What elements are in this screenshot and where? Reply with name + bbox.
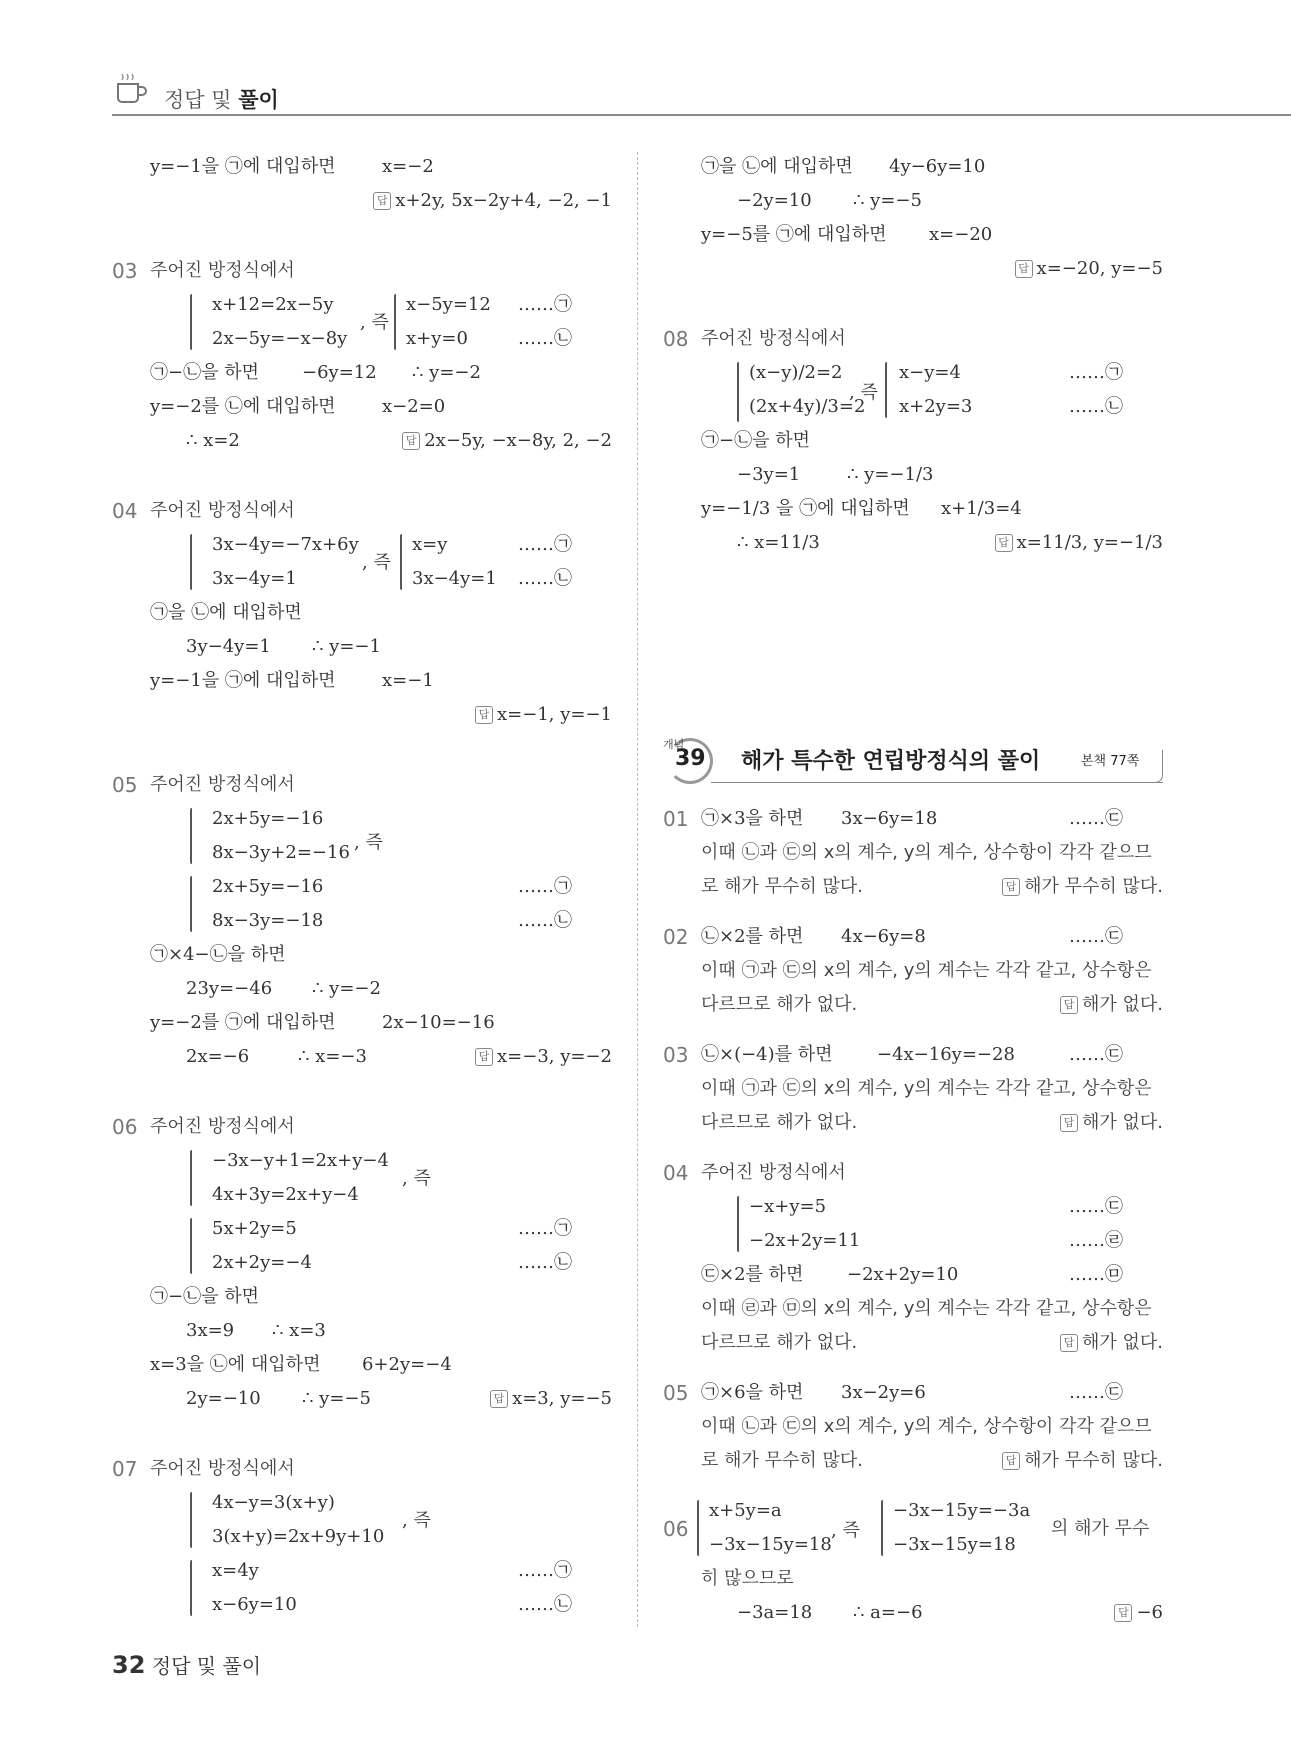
answer-mark-icon: 답 [1002, 1452, 1020, 1470]
equation-label: ……㉢ [1069, 926, 1123, 947]
equation-label: ……㉣ [1069, 1230, 1123, 1251]
equation: 3y−4y=1 [186, 636, 271, 657]
concept-number: 39 [675, 746, 706, 771]
text-line: ㉠×6을 하면 [701, 1382, 804, 1403]
concept-label: 개념 [663, 738, 685, 751]
problem-number: 06 [663, 1517, 689, 1541]
equation: x+5y=a [709, 1500, 782, 1521]
problem-number: 07 [112, 1457, 138, 1481]
answer: 답 해가 없다. [1060, 1326, 1163, 1360]
equation: x+y=0 [406, 328, 468, 349]
equation: x=−20 [929, 224, 993, 245]
equation: −3x−15y=18 [893, 1534, 1016, 1555]
text-line: y=−5를 ㉠에 대입하면 [701, 224, 887, 245]
text-line: 주어진 방정식에서 [150, 774, 295, 795]
equation: x−y=4 [899, 362, 961, 383]
text-line: 이때 ㉠과 ㉢의 x의 계수, y의 계수는 각각 같고, 상수항은 [701, 960, 1152, 981]
equation: x=y [412, 534, 448, 555]
equation-label: ……㉢ [1069, 808, 1123, 829]
concept-end-hook [1154, 750, 1163, 783]
equation: 2x−5y=−x−8y [212, 328, 348, 349]
equation: ∴ y=−1/3 [847, 464, 934, 485]
equation-label: ……㉠ [1069, 362, 1123, 383]
equation: 3x−4y=−7x+6y [212, 534, 359, 555]
text-line: ㉠×4−㉡을 하면 [150, 944, 286, 965]
equation: 8x−3y+2=−16 [212, 842, 350, 863]
text-line: , 즉 [402, 1510, 431, 1531]
equation: x−6y=10 [212, 1594, 297, 1615]
equation: x+1/3=4 [941, 498, 1022, 519]
concept-header [663, 738, 1163, 784]
text-line: , 즉 [360, 312, 389, 333]
equation: x−5y=12 [406, 294, 491, 315]
text-line: 이때 ㉡과 ㉢의 x의 계수, y의 계수, 상수항이 각각 같으므 [701, 842, 1152, 863]
text-line: ㉡×2를 하면 [701, 926, 804, 947]
equation-label: ……㉠ [518, 1218, 572, 1239]
column-divider [637, 152, 638, 1627]
equation: 3(x+y)=2x+9y+10 [212, 1526, 385, 1547]
equation: −3y=1 [737, 464, 801, 485]
answer: 답 x=−3, y=−2 [475, 1040, 612, 1074]
equation: −3x−15y=18 [709, 1534, 832, 1555]
equation: 2x+5y=−16 [212, 876, 324, 897]
equation: −3x−15y=−3a [893, 1500, 1031, 1521]
text-line: y=−1을 ㉠에 대입하면 [150, 670, 336, 691]
text-line: y=−1을 ㉠에 대입하면 [150, 156, 336, 177]
equation-label: ……㉡ [518, 328, 572, 349]
equation: 2x+5y=−16 [212, 808, 324, 829]
answer: 답 해가 없다. [1060, 1106, 1163, 1140]
concept-39-answers [663, 802, 1163, 1630]
text-line: y=−1/3 을 ㉠에 대입하면 [701, 498, 910, 519]
text-line: x=−2 [382, 156, 434, 177]
text-line: ㉠을 ㉡에 대입하면 [701, 156, 853, 177]
answer: 답 해가 무수히 많다. [1002, 1444, 1163, 1478]
equation: −4x−16y=−28 [877, 1044, 1015, 1065]
answer-mark-icon: 답 [1060, 1114, 1078, 1132]
equation: x=−1 [382, 670, 434, 691]
concept-rule [711, 782, 1163, 783]
coffee-cup-icon [112, 72, 150, 106]
text-line: , 즉 [354, 832, 383, 853]
answer: 답 x=3, y=−5 [490, 1382, 612, 1416]
equation-label: ……㉠ [518, 1560, 572, 1581]
equation: 3x=9 [186, 1320, 235, 1341]
answer-mark-icon: 답 [1002, 878, 1020, 896]
equation-label: ……㉡ [518, 910, 572, 931]
equation: 3x−6y=18 [841, 808, 938, 829]
equation: −x+y=5 [749, 1196, 827, 1217]
equation-label: ……㉤ [1069, 1264, 1123, 1285]
problem-number: 02 [663, 925, 689, 949]
answer: 답 −6 [1114, 1596, 1163, 1630]
answer-mark-icon: 답 [373, 192, 391, 210]
text-line: ㉠×3을 하면 [701, 808, 804, 829]
equation: x+12=2x−5y [212, 294, 334, 315]
equation: −2x+2y=11 [749, 1230, 861, 1251]
text-line: 주어진 방정식에서 [150, 1458, 295, 1479]
equation: −2y=10 [737, 190, 812, 211]
problem-number: 04 [663, 1161, 689, 1185]
answer: 답 x=−20, y=−5 [1015, 252, 1163, 286]
right-column [663, 150, 1163, 560]
page-footer [112, 1650, 261, 1679]
answer-mark-icon: 답 [402, 432, 420, 450]
answer-mark-icon: 답 [1114, 1604, 1132, 1622]
equation: 3x−4y=1 [412, 568, 497, 589]
equation: ∴ x=−3 [298, 1046, 367, 1067]
text-line: 히 많으므로 [701, 1568, 794, 1589]
equation: 8x−3y=−18 [212, 910, 324, 931]
problem-number: 03 [663, 1043, 689, 1067]
equation: 4x+3y=2x+y−4 [212, 1184, 359, 1205]
equation: 4y−6y=10 [889, 156, 986, 177]
answer-mark-icon: 답 [1060, 996, 1078, 1014]
problem-number: 01 [663, 807, 689, 831]
answer: 답 해가 없다. [1060, 988, 1163, 1022]
answer-mark-icon: 답 [995, 534, 1013, 552]
equation: −3x−y+1=2x+y−4 [212, 1150, 389, 1171]
text-line: 이때 ㉠과 ㉢의 x의 계수, y의 계수는 각각 같고, 상수항은 [701, 1078, 1152, 1099]
text-line: 로 해가 무수히 많다. [701, 876, 863, 897]
equation-label: ……㉠ [518, 534, 572, 555]
equation: 23y=−46 [186, 978, 273, 999]
page-number: 32 [112, 1651, 146, 1679]
equation-label: ……㉢ [1069, 1044, 1123, 1065]
equation: 3x−2y=6 [841, 1382, 926, 1403]
equation: ∴ a=−6 [853, 1602, 923, 1623]
answer: 답 x=11/3, y=−1/3 [995, 526, 1163, 560]
equation: 2x−10=−16 [382, 1012, 495, 1033]
answer-mark-icon: 답 [1015, 260, 1033, 278]
equation: ∴ x=3 [272, 1320, 326, 1341]
text-line: 다르므로 해가 없다. [701, 1112, 858, 1133]
equation: 6+2y=−4 [362, 1354, 452, 1375]
problem-number: 04 [112, 499, 138, 523]
equation: ∴ y=−5 [302, 1388, 371, 1409]
answer-mark-icon: 답 [1060, 1334, 1078, 1352]
equation-label: ……㉢ [1069, 1196, 1123, 1217]
text-line: 이때 ㉡과 ㉢의 x의 계수, y의 계수, 상수항이 각각 같으므 [701, 1416, 1152, 1437]
equation-label: ……㉡ [518, 1252, 572, 1273]
equation: ∴ y=−5 [853, 190, 922, 211]
answer: 답 x=−1, y=−1 [475, 698, 612, 732]
text-line: 로 해가 무수히 많다. [701, 1450, 863, 1471]
equation: (2x+4y)/3=2 [749, 396, 866, 417]
equation: −6y=12 [302, 362, 377, 383]
text-line: 의 해가 무수 [1051, 1518, 1150, 1539]
page-title: 정답 및 풀이 [164, 88, 279, 112]
equation: 4x−y=3(x+y) [212, 1492, 335, 1513]
equation: ∴ y=−1 [312, 636, 381, 657]
equation: x+2y=3 [899, 396, 973, 417]
equation: ∴ y=−2 [312, 978, 381, 999]
text-line: 다르므로 해가 없다. [701, 994, 858, 1015]
answer-mark-icon: 답 [490, 1390, 508, 1408]
text-line: , 즉 [362, 552, 391, 573]
equation: 2x=−6 [186, 1046, 250, 1067]
problem-number: 03 [112, 259, 138, 283]
equation: ∴ x=11/3 [737, 532, 820, 553]
equation: x−2=0 [382, 396, 446, 417]
equation-label: ……㉠ [518, 876, 572, 897]
text-line: ㉠을 ㉡에 대입하면 [150, 602, 302, 623]
text-line: ㉠−㉡을 하면 [150, 362, 259, 383]
equation: 4x−6y=8 [841, 926, 926, 947]
concept-title: 해가 특수한 연립방정식의 풀이 [741, 749, 1041, 774]
equation: 2x+2y=−4 [212, 1252, 312, 1273]
text-line: , 즉 [849, 382, 878, 403]
text-line: ㉠−㉡을 하면 [701, 430, 810, 451]
problem-number: 08 [663, 327, 689, 351]
equation-label: ……㉡ [518, 568, 572, 589]
answer: 답 해가 무수히 많다. [1002, 870, 1163, 904]
answer: 답 x+2y, 5x−2y+4, −2, −1 [373, 184, 612, 218]
answer: 답 2x−5y, −x−8y, 2, −2 [402, 424, 612, 458]
text-line: 이때 ㉣과 ㉤의 x의 계수, y의 계수는 각각 같고, 상수항은 [701, 1298, 1152, 1319]
text-line: 주어진 방정식에서 [701, 328, 846, 349]
header-rule [112, 114, 1291, 116]
text-line: , 즉 [831, 1520, 860, 1541]
text-line: 주어진 방정식에서 [150, 500, 295, 521]
equation: 2y=−10 [186, 1388, 261, 1409]
equation: (x−y)/2=2 [749, 362, 843, 383]
text-line: 다르므로 해가 없다. [701, 1332, 858, 1353]
equation: −3a=18 [737, 1602, 813, 1623]
problem-number: 05 [112, 773, 138, 797]
text-line: 주어진 방정식에서 [150, 1116, 295, 1137]
text-line: y=−2를 ㉡에 대입하면 [150, 396, 336, 417]
text-line: y=−2를 ㉠에 대입하면 [150, 1012, 336, 1033]
answer-mark-icon: 답 [475, 706, 493, 724]
text-line: 주어진 방정식에서 [150, 260, 295, 281]
equation: 3x−4y=1 [212, 568, 297, 589]
problem-number: 06 [112, 1115, 138, 1139]
answer-mark-icon: 답 [475, 1048, 493, 1066]
text-line: ㉡×(−4)를 하면 [701, 1044, 833, 1065]
page-reference: 본책 77쪽 [1081, 754, 1140, 769]
equation: x=4y [212, 1560, 259, 1581]
text-line: ㉢×2를 하면 [701, 1264, 804, 1285]
text-line: x=3을 ㉡에 대입하면 [150, 1354, 321, 1375]
equation: ∴ x=2 [186, 430, 240, 451]
equation-label: ……㉡ [518, 1594, 572, 1615]
equation: ∴ y=−2 [412, 362, 481, 383]
equation-label: ……㉢ [1069, 1382, 1123, 1403]
left-column [112, 150, 612, 1622]
text-line: ㉠−㉡을 하면 [150, 1286, 259, 1307]
problem-number: 05 [663, 1381, 689, 1405]
equation: −2x+2y=10 [847, 1264, 959, 1285]
text-line: 주어진 방정식에서 [701, 1162, 846, 1183]
text-line: , 즉 [402, 1168, 431, 1189]
equation: 5x+2y=5 [212, 1218, 297, 1239]
footer-label: 정답 및 풀이 [151, 1654, 262, 1678]
equation-label: ……㉠ [518, 294, 572, 315]
equation-label: ……㉡ [1069, 396, 1123, 417]
